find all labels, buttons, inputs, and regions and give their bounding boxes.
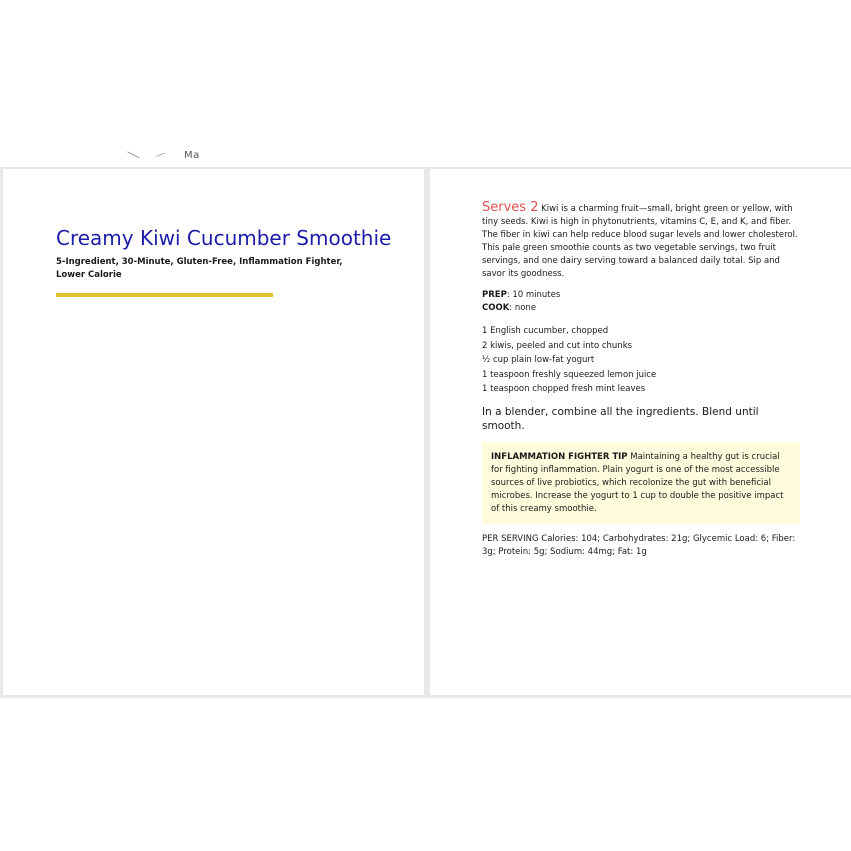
intro-text: Kiwi is a charming fruit—small, bright green or yellow, with tiny seeds. Kiwi is high in phytonutrients, vitamins C, E, and K, and fiber. The fiber in kiwi can help reduce blood sugar levels and lower cholesterol. This pale green smoothie counts as two vegetable servings, two fruit servings, and one dairy serving toward a balanced daily total. Sip and savor its goodness. <box>482 204 798 279</box>
prep-time <box>482 289 800 302</box>
toolbar-label[interactable]: Ma <box>184 150 200 161</box>
title-rule <box>56 293 273 297</box>
cook-label: COOK <box>482 303 510 313</box>
recipe-title: Creamy Kiwi Cucumber Smoothie <box>56 226 392 250</box>
cook-time <box>482 302 800 315</box>
ingredient-item: 1 teaspoon chopped fresh mint leaves <box>482 384 646 394</box>
tip-text: Maintaining a healthy gut is crucial for fighting inflammation. Plain yogurt is one of the most accessible sources of live probiotics, which recolonize the gut with beneficial microbes. Increase the yogurt to 1 cup to double the positive impact of this creamy smoothie. <box>491 451 784 514</box>
ingredient-list <box>482 324 800 397</box>
prep-label: PREP <box>482 290 507 300</box>
reader-toolbar <box>0 146 851 167</box>
prep-value: : 10 minutes <box>506 290 561 300</box>
pen-tool-icon[interactable]: ╲ <box>128 149 140 162</box>
time-info <box>482 289 800 315</box>
recipe-content <box>482 201 800 559</box>
recipe-intro <box>482 201 800 281</box>
right-page <box>430 169 851 695</box>
recipe-tags: 5-Ingredient, 30-Minute, Gluten-Free, Inflammation Fighter, Lower Calorie <box>56 257 343 280</box>
tip-paragraph <box>491 451 792 516</box>
tip-label: INFLAMMATION FIGHTER TIP <box>491 451 628 462</box>
serves-heading: Serves 2 <box>482 200 539 215</box>
inflammation-tip-box <box>482 442 800 524</box>
ingredient-item: ½ cup plain low-fat yogurt <box>482 355 595 365</box>
nutrition-info <box>482 533 800 559</box>
directions: In a blender, combine all the ingredients. Blend until smooth. <box>482 405 759 432</box>
pencil-tool-icon[interactable]: ⁄ <box>156 150 164 161</box>
book-spread <box>0 167 851 698</box>
ingredient-item: 2 kiwis, peeled and cut into chunks <box>482 340 633 351</box>
ingredient-item: 1 teaspoon freshly squeezed lemon juice <box>482 369 657 380</box>
nutrition-text: Calories: 104; Carbohydrates: 21g; Glycemic Load: 6; Fiber: 3g; Protein: 5g; Sodium: 44mg; Fat: 1g <box>482 533 796 557</box>
ingredient-item: 1 English cucumber, chopped <box>482 326 609 336</box>
nutrition-label: PER SERVING <box>482 533 539 544</box>
left-page <box>3 169 424 695</box>
cook-value: : none <box>509 303 537 313</box>
